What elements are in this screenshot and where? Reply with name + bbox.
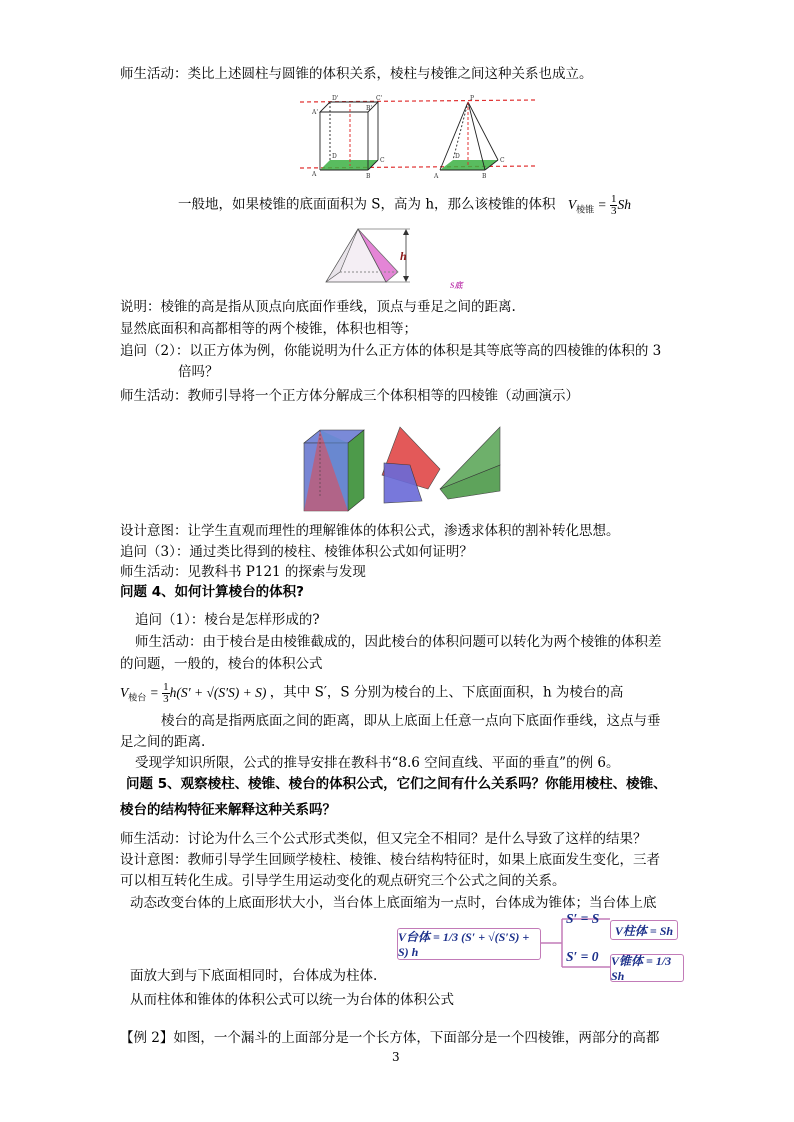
cube-decomposition-figure — [300, 425, 505, 517]
text-line — [120, 682, 623, 706]
text-line: 师生活动：类比上述圆柱与圆锥的体积关系，棱柱与棱锥之间这种关系也成立。 — [120, 66, 593, 82]
text-line: 从而柱体和锥体的体积公式可以统一为台体的体积公式 — [130, 992, 454, 1008]
prism-label: C' — [376, 95, 383, 102]
pyramid-formula-box: V锥体 = 1/3 Sh — [610, 954, 684, 982]
text-span: ，其中 S′，S 分别为棱台的上、下底面面积，h 为棱台的高 — [269, 684, 624, 701]
question-4-heading: 问题 4、如何计算棱台的体积? — [120, 584, 304, 600]
formula-v: V — [567, 196, 577, 212]
question-5-heading: 问题 5、观察棱柱、棱锥、棱台的体积公式，它们之间有什么关系吗？你能用棱柱、棱锥、 — [126, 776, 667, 792]
pyramid-label: D — [455, 153, 460, 160]
text-line: 动态改变台体的上底面形状大小，当台体上底面缩为一点时，台体成为锥体；当台体上底 — [130, 895, 657, 911]
text-line: 受现学知识所限，公式的推导安排在教科书“8.6 空间直线、平面的垂直”的例 6。 — [135, 755, 620, 771]
formula-rhs: Sh — [617, 196, 631, 212]
fraction-den: 3 — [610, 205, 617, 217]
fraction-num: 1 — [610, 193, 617, 205]
fraction — [162, 682, 170, 705]
text-line: 追问（2）：以正方体为例，你能说明为什么正方体的体积是其等底等高的四棱锥的体积的 3 — [120, 343, 662, 359]
base-label: S底 — [450, 281, 463, 290]
condition-label: S′ = S — [566, 911, 600, 926]
formula-sub: 棱台 — [128, 692, 147, 703]
pyramid-height-figure — [318, 226, 468, 292]
prism-formula-box: V柱体 = Sh — [610, 920, 678, 940]
formula-rhs: h(S′ + √(S′S) + S) — [169, 684, 267, 700]
text-line: 师生活动：讨论为什么三个公式形式类似，但又完全不相同？是什么导致了这样的结果？ — [120, 831, 647, 847]
text-line: 追问（1）：棱台是怎样形成的? — [135, 612, 320, 628]
condition-label: S′ = 0 — [566, 949, 599, 964]
text-line: 【例 2】如图，一个漏斗的上面部分是一个长方体，下面部分是一个四棱锥，两部分的高都 — [120, 1030, 660, 1046]
prism-pyramid-figure — [300, 90, 535, 182]
pyramid-label: C — [500, 157, 505, 164]
prism-label: B' — [366, 105, 373, 112]
fraction-num: 1 — [163, 681, 169, 693]
prism-label: D' — [332, 95, 339, 102]
text-line: 师生活动：见教科书 P121 的探索与发现 — [120, 564, 366, 580]
text-line: 追问（3）：通过类比得到的棱柱、棱锥体积公式如何证明？ — [120, 544, 473, 560]
text-line: 棱台的高是指两底面之间的距离，即从上底面上任意一点向下底面作垂线，这点与垂 — [161, 713, 661, 729]
text-line: 说明：棱锥的高是指从顶点向底面作垂线，顶点与垂足之间的距离. — [120, 299, 516, 315]
text-line: 足之间的距离. — [120, 734, 206, 750]
text-line — [178, 194, 631, 218]
text-line: 显然底面积和高都相等的两个棱锥，体积也相等； — [120, 321, 417, 337]
frustum-volume-formula: $V_{棱台}$ = $\frac{1}{3}$ h(S′ + √(S′S) + S) — [120, 681, 267, 705]
text-line: 师生活动：由于棱台是由棱锥截成的，因此棱台的体积问题可以转化为两个棱锥的体积差 — [135, 634, 662, 650]
page-number: 3 — [392, 1050, 400, 1064]
height-label: h — [400, 249, 407, 263]
text-line: 设计意图：让学生直观而理性的理解锥体的体积公式，渗透求体积的割补转化思想。 — [120, 523, 620, 539]
frustum-formula-box: V台体 = 1/3 (S′ + √(S′S) + S) h — [397, 928, 541, 960]
prism-label: D — [332, 153, 337, 160]
text-line: 的问题，一般的，棱台的体积公式 — [120, 656, 323, 672]
formula-sub: 棱锥 — [576, 204, 595, 215]
text-line: 倍吗？ — [178, 364, 219, 380]
text-span: 一般地，如果棱锥的底面面积为 S，高为 h，那么该棱锥的体积 — [178, 196, 556, 213]
prism-label: A' — [312, 109, 318, 116]
pyramid-label: B — [482, 173, 487, 180]
formula-v: V — [120, 684, 129, 700]
text-line: 师生活动：教师引导将一个正方体分解成三个体积相等的四棱锥（动画演示） — [120, 388, 579, 404]
prism-label: B — [366, 173, 371, 180]
question-5-heading-cont: 棱台的结构特征来解释这种关系吗？ — [120, 802, 336, 818]
prism-label: C — [380, 157, 385, 164]
pyramid-label: P — [470, 95, 475, 102]
fraction-den: 3 — [163, 693, 169, 705]
text-line: 面放大到与下底面相同时，台体成为柱体. — [130, 968, 378, 984]
text-line: 可以相互转化生成。引导学生用运动变化的观点研究三个公式之间的关系。 — [120, 873, 566, 889]
text-line: 设计意图：教师引导学生回顾学棱柱、棱锥、棱台结构特征时，如果上底面发生变化，三者 — [120, 852, 660, 868]
prism-label: A — [312, 171, 317, 178]
pyramid-volume-formula: $V_{棱锥}$ = $\frac{1}{3}$ Sh — [567, 193, 631, 217]
pyramid-label: A — [434, 173, 439, 180]
